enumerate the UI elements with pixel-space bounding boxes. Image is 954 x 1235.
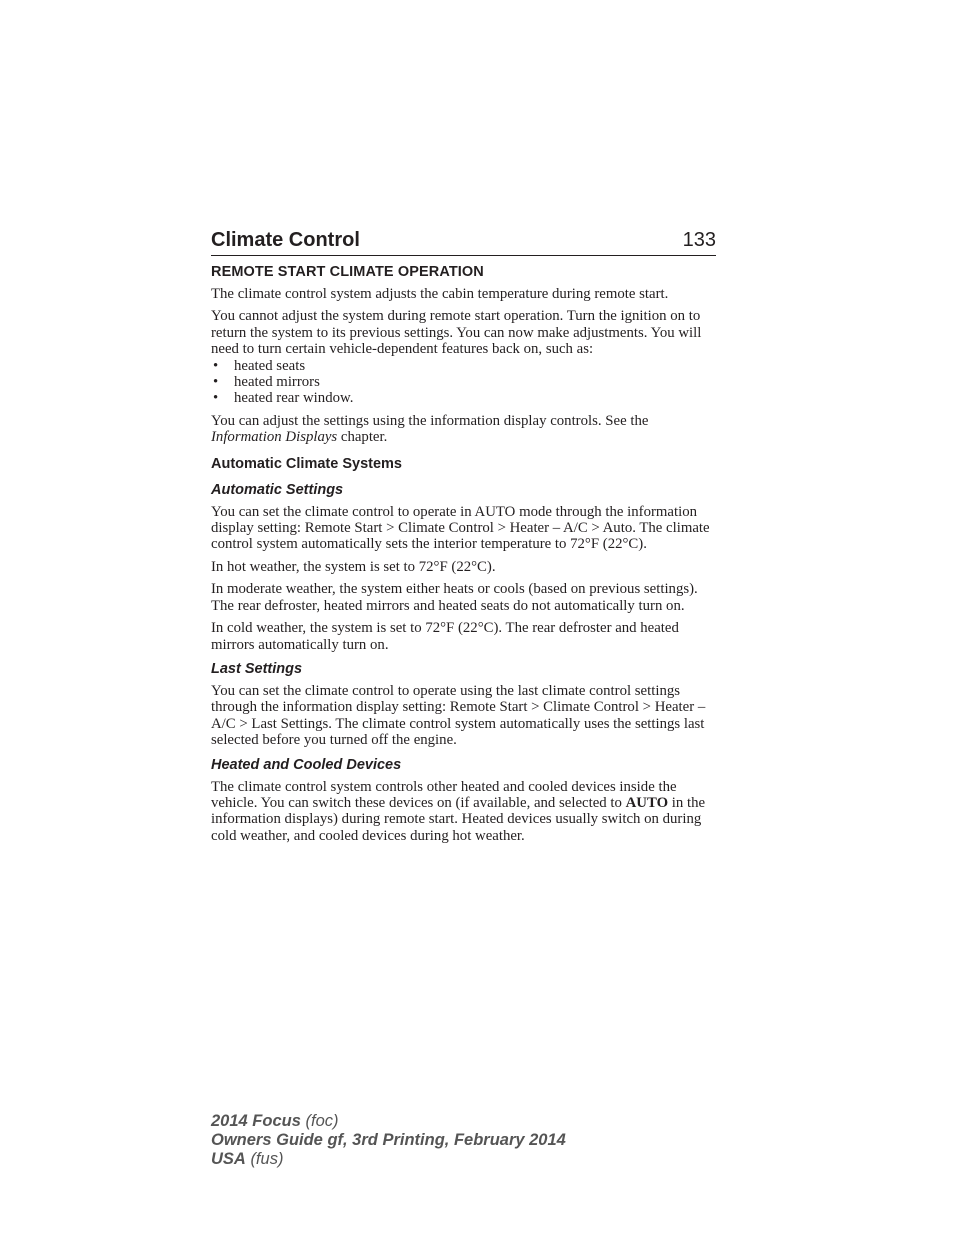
footer-region-code: (fus) — [250, 1150, 284, 1168]
paragraph: You cannot adjust the system during remote start operation. Turn the ignition on to return the system to its previous settings. You can now make adjustments. You will need to turn certain vehicle-dependent features back on, such as: — [211, 308, 702, 358]
text-run: The climate control system controls other heated and cooled devices inside the vehicle. You can switch these devices on (if available, and selected to — [211, 778, 677, 811]
list-item: • heated rear window. — [211, 390, 716, 406]
footer-model-code: (foc) — [305, 1112, 339, 1130]
footer-guide: Owners Guide gf, 3rd Printing, February 2014 — [211, 1131, 566, 1149]
paragraph: In cold weather, the system is set to 72°F (22°C). The rear defroster and heated mirrors automatically turn on. — [211, 620, 679, 653]
paragraph: In moderate weather, the system either heats or cools (based on previous settings). The rear defroster, heated mirrors and heated seats do not automatically turn on. — [211, 581, 698, 614]
text-run: in the information displays) during remote start. Heated devices usually switch on during cold weather, and cooled devices during hot weather. — [211, 794, 706, 844]
bullet-list — [211, 358, 716, 407]
paragraph: In hot weather, the system is set to 72°F (22°C). — [211, 558, 496, 575]
list-item: • heated seats — [211, 358, 716, 374]
section-heading: REMOTE START CLIMATE OPERATION — [211, 264, 484, 280]
sub-subsection-heading: Heated and Cooled Devices — [211, 756, 402, 773]
footer-line-region — [211, 1150, 566, 1169]
footer-line-guide — [211, 1131, 566, 1150]
page-content — [211, 229, 716, 850]
chapter-reference: Information Displays — [211, 429, 338, 446]
chapter-title: Climate Control — [211, 229, 360, 251]
list-item: • heated mirrors — [211, 374, 716, 390]
text-run: You can adjust the settings using the information display controls. See the — [211, 412, 649, 429]
paragraph: You can set the climate control to operate using the last climate control settings through the information display setting: Remote Start > Climate Control > Heater – A/C > Last Settings. The climate control system automatically uses the settings last selected before you turned off the engine. — [211, 682, 706, 749]
paragraph: The climate control system adjusts the cabin temperature during remote start. — [211, 286, 669, 302]
footer-region: USA — [211, 1150, 246, 1168]
page-header — [211, 229, 716, 256]
sub-subsection-heading: Automatic Settings — [211, 481, 344, 498]
auto-keyword: AUTO — [625, 794, 669, 811]
text-run: chapter. — [337, 429, 388, 446]
paragraph: You can set the climate control to operate in AUTO mode through the information display setting: Remote Start > Climate Control > Heater – A/C > Auto. The climate control system automatically sets the interior temperature to 72°F (22°C). — [211, 503, 710, 553]
page-number: 133 — [682, 229, 716, 251]
paragraph — [211, 413, 716, 446]
footer-line-model — [211, 1112, 566, 1131]
paragraph — [211, 779, 716, 845]
footer-model: 2014 Focus — [211, 1112, 301, 1130]
sub-subsection-heading: Last Settings — [211, 660, 303, 677]
page-footer — [211, 1112, 566, 1169]
subsection-heading: Automatic Climate Systems — [211, 455, 402, 472]
